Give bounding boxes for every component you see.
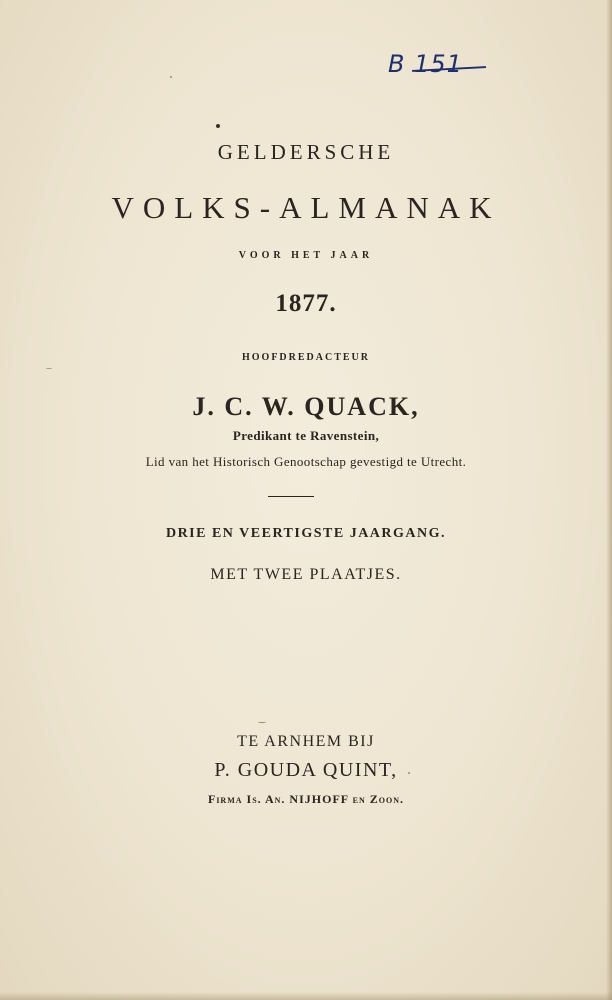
ink-speck — [46, 368, 52, 369]
editor-role-1: Predikant te Ravenstein, — [232, 428, 380, 443]
editor-role-2: Lid van het Historisch Genootschap gevestigd te Utrecht. — [145, 454, 467, 469]
page-edge-shadow-right — [606, 0, 612, 1000]
title-line-2: VOLKS-ALMANAK — [111, 190, 501, 225]
ink-speck — [216, 124, 220, 128]
title-line-1: GELDERSCHE — [217, 140, 395, 164]
title-line-3: VOOR HET JAAR — [238, 250, 374, 261]
imprint-firm: Firma Is. An. NIJHOFF en Zoon. — [207, 792, 404, 806]
divider-rule — [268, 496, 314, 497]
ink-speck — [170, 76, 172, 78]
ink-speck — [258, 722, 266, 723]
edition-volume: DRIE EN VEERTIGSTE JAARGANG. — [165, 526, 447, 541]
imprint-place: TE ARNHEM BIJ — [237, 733, 375, 750]
editor-label: HOOFDREDACTEUR — [241, 352, 370, 363]
editor-name: J. C. W. QUACK, — [192, 392, 420, 421]
edition-plates: MET TWEE PLAATJES. — [210, 566, 402, 583]
year: 1877. — [275, 290, 337, 317]
page-edge-shadow-bottom — [0, 992, 612, 1000]
imprint-publisher: P. GOUDA QUINT, — [214, 759, 398, 781]
handwritten-shelfmark: B 151 — [388, 50, 463, 78]
